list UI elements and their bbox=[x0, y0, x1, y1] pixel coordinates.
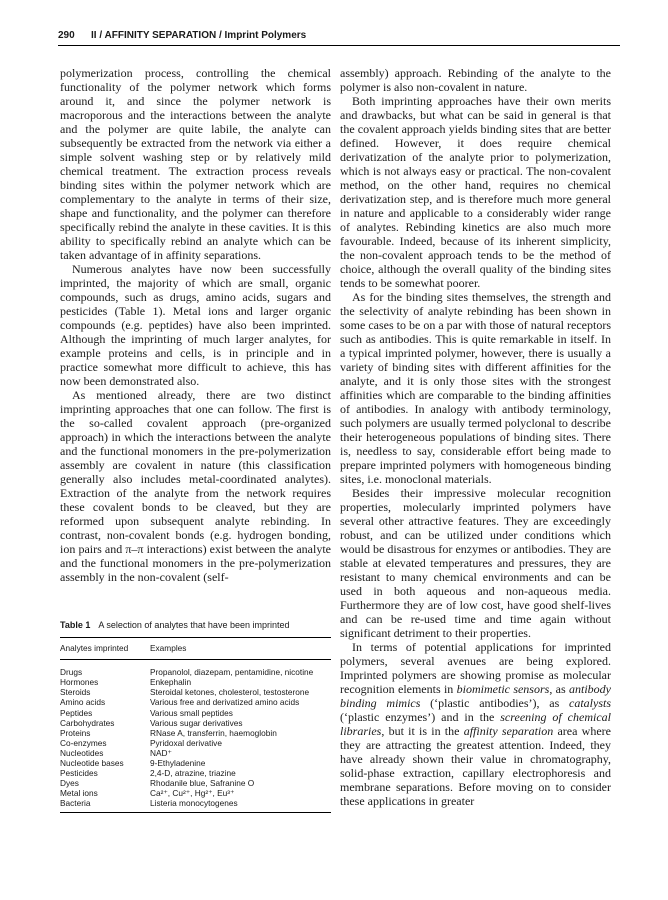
table-cell: Pesticides bbox=[60, 768, 98, 779]
table-bottom-rule bbox=[60, 812, 331, 813]
table-cell: NAD⁺ bbox=[150, 747, 172, 758]
body-paragraph: Numerous analytes have now been successfully imprinted, the majority of which are small, organic compounds, such as drugs, amino acids, sugars and pesticides (Table 1). Metal ions and larger organic compounds (e.g. peptides) have also been imprinted. Although the imprinting of much larger analytes, for example proteins and cells, is in principle and in practice somewhat more difficult to achieve, this has now been demonstrated also. bbox=[60, 262, 331, 388]
table-header-cell: Analytes imprinted bbox=[60, 643, 129, 654]
table-header-cell: Examples bbox=[150, 643, 187, 654]
running-title: II / AFFINITY SEPARATION / Imprint Polymers bbox=[91, 30, 307, 41]
table-cell: Metal ions bbox=[60, 788, 98, 799]
table-cell: Steroids bbox=[60, 687, 91, 698]
table-cell: Dyes bbox=[60, 778, 79, 789]
table-row bbox=[60, 798, 331, 808]
table-cell: Bacteria bbox=[60, 798, 91, 809]
table-row bbox=[60, 687, 331, 697]
text-run: area where they are attracting the greatest attention. Indeed, they have already shown their value in chromatography, solid-phase extraction, capillary electrophoresis and membrane separations. Before moving on to consider these applications in greater bbox=[340, 724, 611, 808]
text-run: (‘plastic antibodies’), as bbox=[420, 696, 569, 710]
text-run: , but it is in the bbox=[381, 724, 464, 738]
table-cell: Various free and derivatized amino acids bbox=[150, 697, 300, 708]
table-cell: Ca²⁺, Cu²⁺, Hg²⁺, Eu³⁺ bbox=[150, 788, 235, 799]
table-row bbox=[60, 738, 331, 748]
emphasis: screening of chemical libraries bbox=[340, 710, 611, 738]
table-row bbox=[60, 677, 331, 687]
body-paragraph: polymerization process, controlling the chemical functionality of the polymer network which forms around it, and since the polymer network is macroporous and the interactions between the analyte and the polymer are quite labile, the analyte can subsequently be extracted from the network via either a simple solvent washing step or by relatively mild chemical treatment. The extraction process reveals binding sites within the polymer network which are complementary to the analyte in terms of their size, shape and functionality, and the polymer can therefore specifically rebind the analyte in these cavities. It is this ability to specifically rebind an analyte which can be taken advantage of in affinity separations. bbox=[60, 66, 331, 262]
left-column bbox=[60, 66, 331, 584]
body-paragraph bbox=[340, 640, 611, 808]
table-caption bbox=[60, 620, 331, 630]
emphasis: affinity separation bbox=[463, 724, 554, 738]
table-cell: 2,4-D, atrazine, triazine bbox=[150, 768, 236, 779]
table-row bbox=[60, 728, 331, 738]
body-paragraph: As for the binding sites themselves, the strength and the selectivity of analyte rebinding has been shown in some cases to be on a par with those of natural receptors such as antibodies. This is quite remarkable in itself. In a typical imprinted polymer, however, there is usually a variety of binding sites with different affinities for the analyte, and it is only those sites with the strongest affinities which are comparable to the binding affinities of antibodies. In analogy with antibody terminology, such polymers are usually termed polyclonal to describe their heterogeneous populations of binding sites. There is, needless to say, considerable effort being made to prepare imprinted polymers with homogeneous binding sites, i.e. monoclonal materials. bbox=[340, 290, 611, 486]
body-paragraph: As mentioned already, there are two distinct imprinting approaches that one can follow. The first is the so-called covalent approach (pre-organized approach) in which the interactions between the analyte and the functional monomers in the pre-polymerization assembly are covalent in nature (this classification generally also includes metal-coordinated analytes). Extraction of the analyte from the network requires these covalent bonds to be cleaved, but they are reformed upon subsequent analyte rebinding. In contrast, non-covalent bonds (e.g. hydrogen bonding, ion pairs and π–π interactions) exist between the analyte and the functional monomers in the pre-polymerization assembly in the non-covalent (self- bbox=[60, 388, 331, 584]
table-cell: RNase A, transferrin, haemoglobin bbox=[150, 727, 277, 738]
table-row bbox=[60, 758, 331, 768]
table-cell: Enkephalin bbox=[150, 677, 192, 688]
table-cell: Carbohydrates bbox=[60, 717, 115, 728]
text-run: (‘plastic enzymes’) and in the bbox=[340, 710, 501, 724]
body-paragraph: Both imprinting approaches have their own merits and drawbacks, but what can be said in general is that the covalent approach yields binding sites that are better defined. However, it does require chemical derivatization of the analyte prior to polymerization, which is not always easy or practical. The non-covalent method, on the other hand, requires no chemical derivatization step, and is therefore much more general in nature and applicable to a considerably wider range of analytes. Rebinding kinetics are also much more favourable. Indeed, because of its inherent simplicity, the non-covalent approach tends to be the method of choice, although the overall quality of the binding sites tends to be somewhat poorer. bbox=[340, 94, 611, 290]
table-row bbox=[60, 748, 331, 758]
table-cell: Steroidal ketones, cholesterol, testosterone bbox=[150, 687, 310, 698]
emphasis: antibody binding mimics bbox=[340, 682, 612, 710]
table-label: Table 1 bbox=[60, 620, 91, 630]
table-cell: Drugs bbox=[60, 667, 83, 678]
table-cell: Propanolol, diazepam, pentamidine, nicotine bbox=[150, 667, 314, 678]
table-cell: Co-enzymes bbox=[60, 737, 107, 748]
table-1 bbox=[60, 620, 331, 813]
table-body bbox=[60, 660, 331, 811]
table-caption-text: A selection of analytes that have been imprinted bbox=[98, 620, 290, 630]
table-cell: Various sugar derivatives bbox=[150, 717, 243, 728]
table-cell: Proteins bbox=[60, 727, 91, 738]
body-paragraph: Besides their impressive molecular recognition properties, molecularly imprinted polymers have several other attractive features. They are exceedingly robust, and can be utilized under conditions which would be disastrous for enzymes or antibodies. They are stable at elevated temperatures and pressures, they are resistant to many chemical environments and can be used in both aqueous and non-aqueous media. Furthermore they are of low cost, have good shelf-lives and can be re-used time and time again without significant detriment to their properties. bbox=[340, 486, 611, 640]
table-row bbox=[60, 708, 331, 718]
table-cell: Nucleotides bbox=[60, 747, 104, 758]
table-row bbox=[60, 778, 331, 788]
table-row bbox=[60, 788, 331, 798]
table-cell: Nucleotide bases bbox=[60, 758, 124, 769]
header-rule bbox=[58, 45, 620, 46]
table-cell: Hormones bbox=[60, 677, 99, 688]
table-cell: 9-Ethyladenine bbox=[150, 758, 206, 769]
table-cell: Various small peptides bbox=[150, 707, 233, 718]
body-paragraph: assembly) approach. Rebinding of the analyte to the polymer is also non-covalent in nature. bbox=[340, 66, 611, 94]
page-number: 290 bbox=[58, 30, 75, 41]
right-column bbox=[340, 66, 611, 808]
table-header-row bbox=[60, 638, 331, 659]
text-run: , as bbox=[549, 682, 570, 696]
table-cell: Rhodanile blue, Safranine O bbox=[150, 778, 255, 789]
table-cell: Listeria monocytogenes bbox=[150, 798, 238, 809]
emphasis: biomimetic sensors bbox=[456, 682, 550, 696]
text-run: In terms of potential applications for imprinted polymers, several avenues are being explored. Imprinted polymers are showing promise as molecular recognition elements in bbox=[340, 640, 611, 696]
table-row bbox=[60, 718, 331, 728]
table-cell: Peptides bbox=[60, 707, 93, 718]
running-header bbox=[58, 26, 620, 46]
table-row bbox=[60, 697, 331, 707]
table-cell: Pyridoxal derivative bbox=[150, 737, 222, 748]
table-row bbox=[60, 768, 331, 778]
table-row bbox=[60, 667, 331, 677]
table-cell: Amino acids bbox=[60, 697, 106, 708]
emphasis: catalysts bbox=[569, 696, 611, 710]
